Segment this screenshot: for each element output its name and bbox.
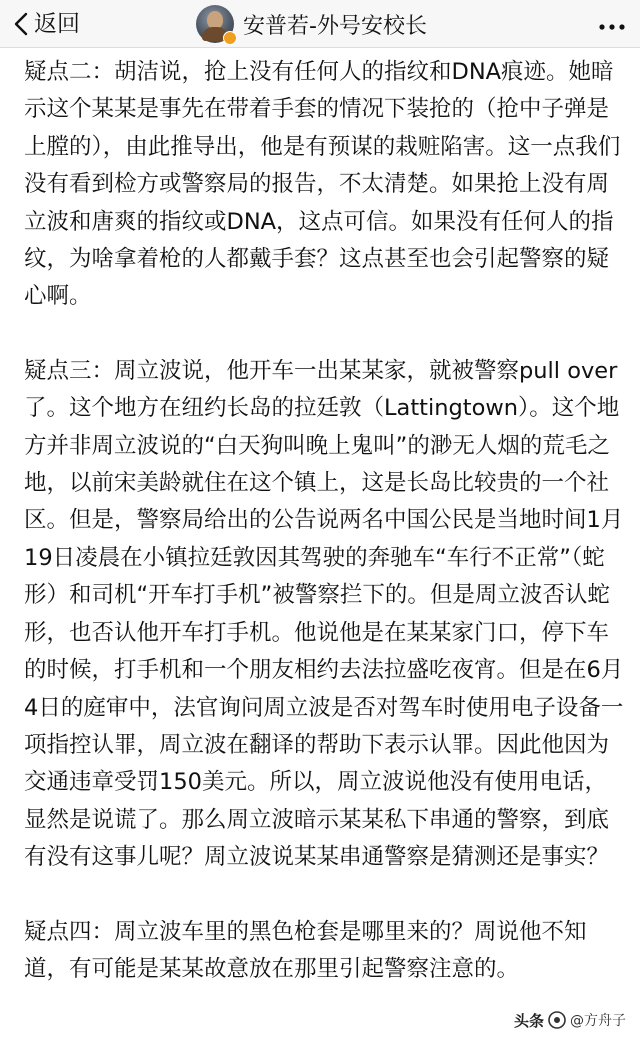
author-header[interactable] [196,4,427,44]
watermark-platform: 头条 [513,1011,544,1030]
back-label: 返回 [34,11,80,37]
article-body [24,54,624,988]
toutiao-logo-icon [548,1011,566,1029]
back-button[interactable] [14,6,80,42]
more-dots-icon [599,15,625,34]
watermark-author: @方舟子 [570,1013,626,1029]
verified-badge-icon [223,31,237,45]
chevron-left-icon [14,12,28,36]
paragraph-doubt-3: 疑点三：周立波说，他开车一出某某家，就被警察pull over了。这个地方在纽约长岛的拉廷敦（Lattingtown）。这个地方并非周立波说的“白天狗叫晚上鬼叫”的渺无人烟的荒毛之地，以前宋美龄就住在这个镇上，这是长岛比较贵的一个社区。但是，警察局给出的公告说两名中国公民是当地时间1月19日凌晨在小镇拉廷敦因其驾驶的奔驰车“车行不正常”（蛇形）和司机“开车打手机”被警察拦下的。但是周立波否认蛇形，也否认他开车打手机。他说他是在某某家门口，停下车的时候，打手机和一个朋友相约去法拉盛吃夜宵。但是在6月4日的庭审中，法官询问周立波是否对驾车时使用电子设备一项指控认罪，周立波在翻译的帮助下表示认罪。因此他因为交通违章受罚150美元。所以，周立波说他没有使用电话，显然是说谎了。那么周立波暗示某某私下串通的警察，到底有没有这事儿呢？周立波说某某串通警察是猜测还是事实？ [24,357,624,871]
nav-bar [0,0,640,48]
avatar[interactable] [196,5,234,43]
more-button[interactable] [598,10,626,38]
paragraph-doubt-2: 疑点二：胡洁说，抢上没有任何人的指纹和DNA痕迹。她暗示这个某某是事先在带着手套的情况下装抢的（抢中子弹是上膛的），由此推导出，他是有预谋的栽赃陷害。这一点我们没有看到检方或警察局的报告，不太清楚。如果抢上没有周立波和唐爽的指纹或DNA，这点可信。如果没有任何人的指纹，为啥拿着枪的人都戴手套？这点甚至也会引起警察的疑心啊。 [24,59,621,310]
page-title: 安普若-外号安校长 [243,13,427,39]
watermark [510,1007,630,1033]
paragraph-doubt-4: 疑点四：周立波车里的黑色枪套是哪里来的？周说他不知道，有可能是某某故意放在那里引起警察注意的。 [24,918,587,982]
